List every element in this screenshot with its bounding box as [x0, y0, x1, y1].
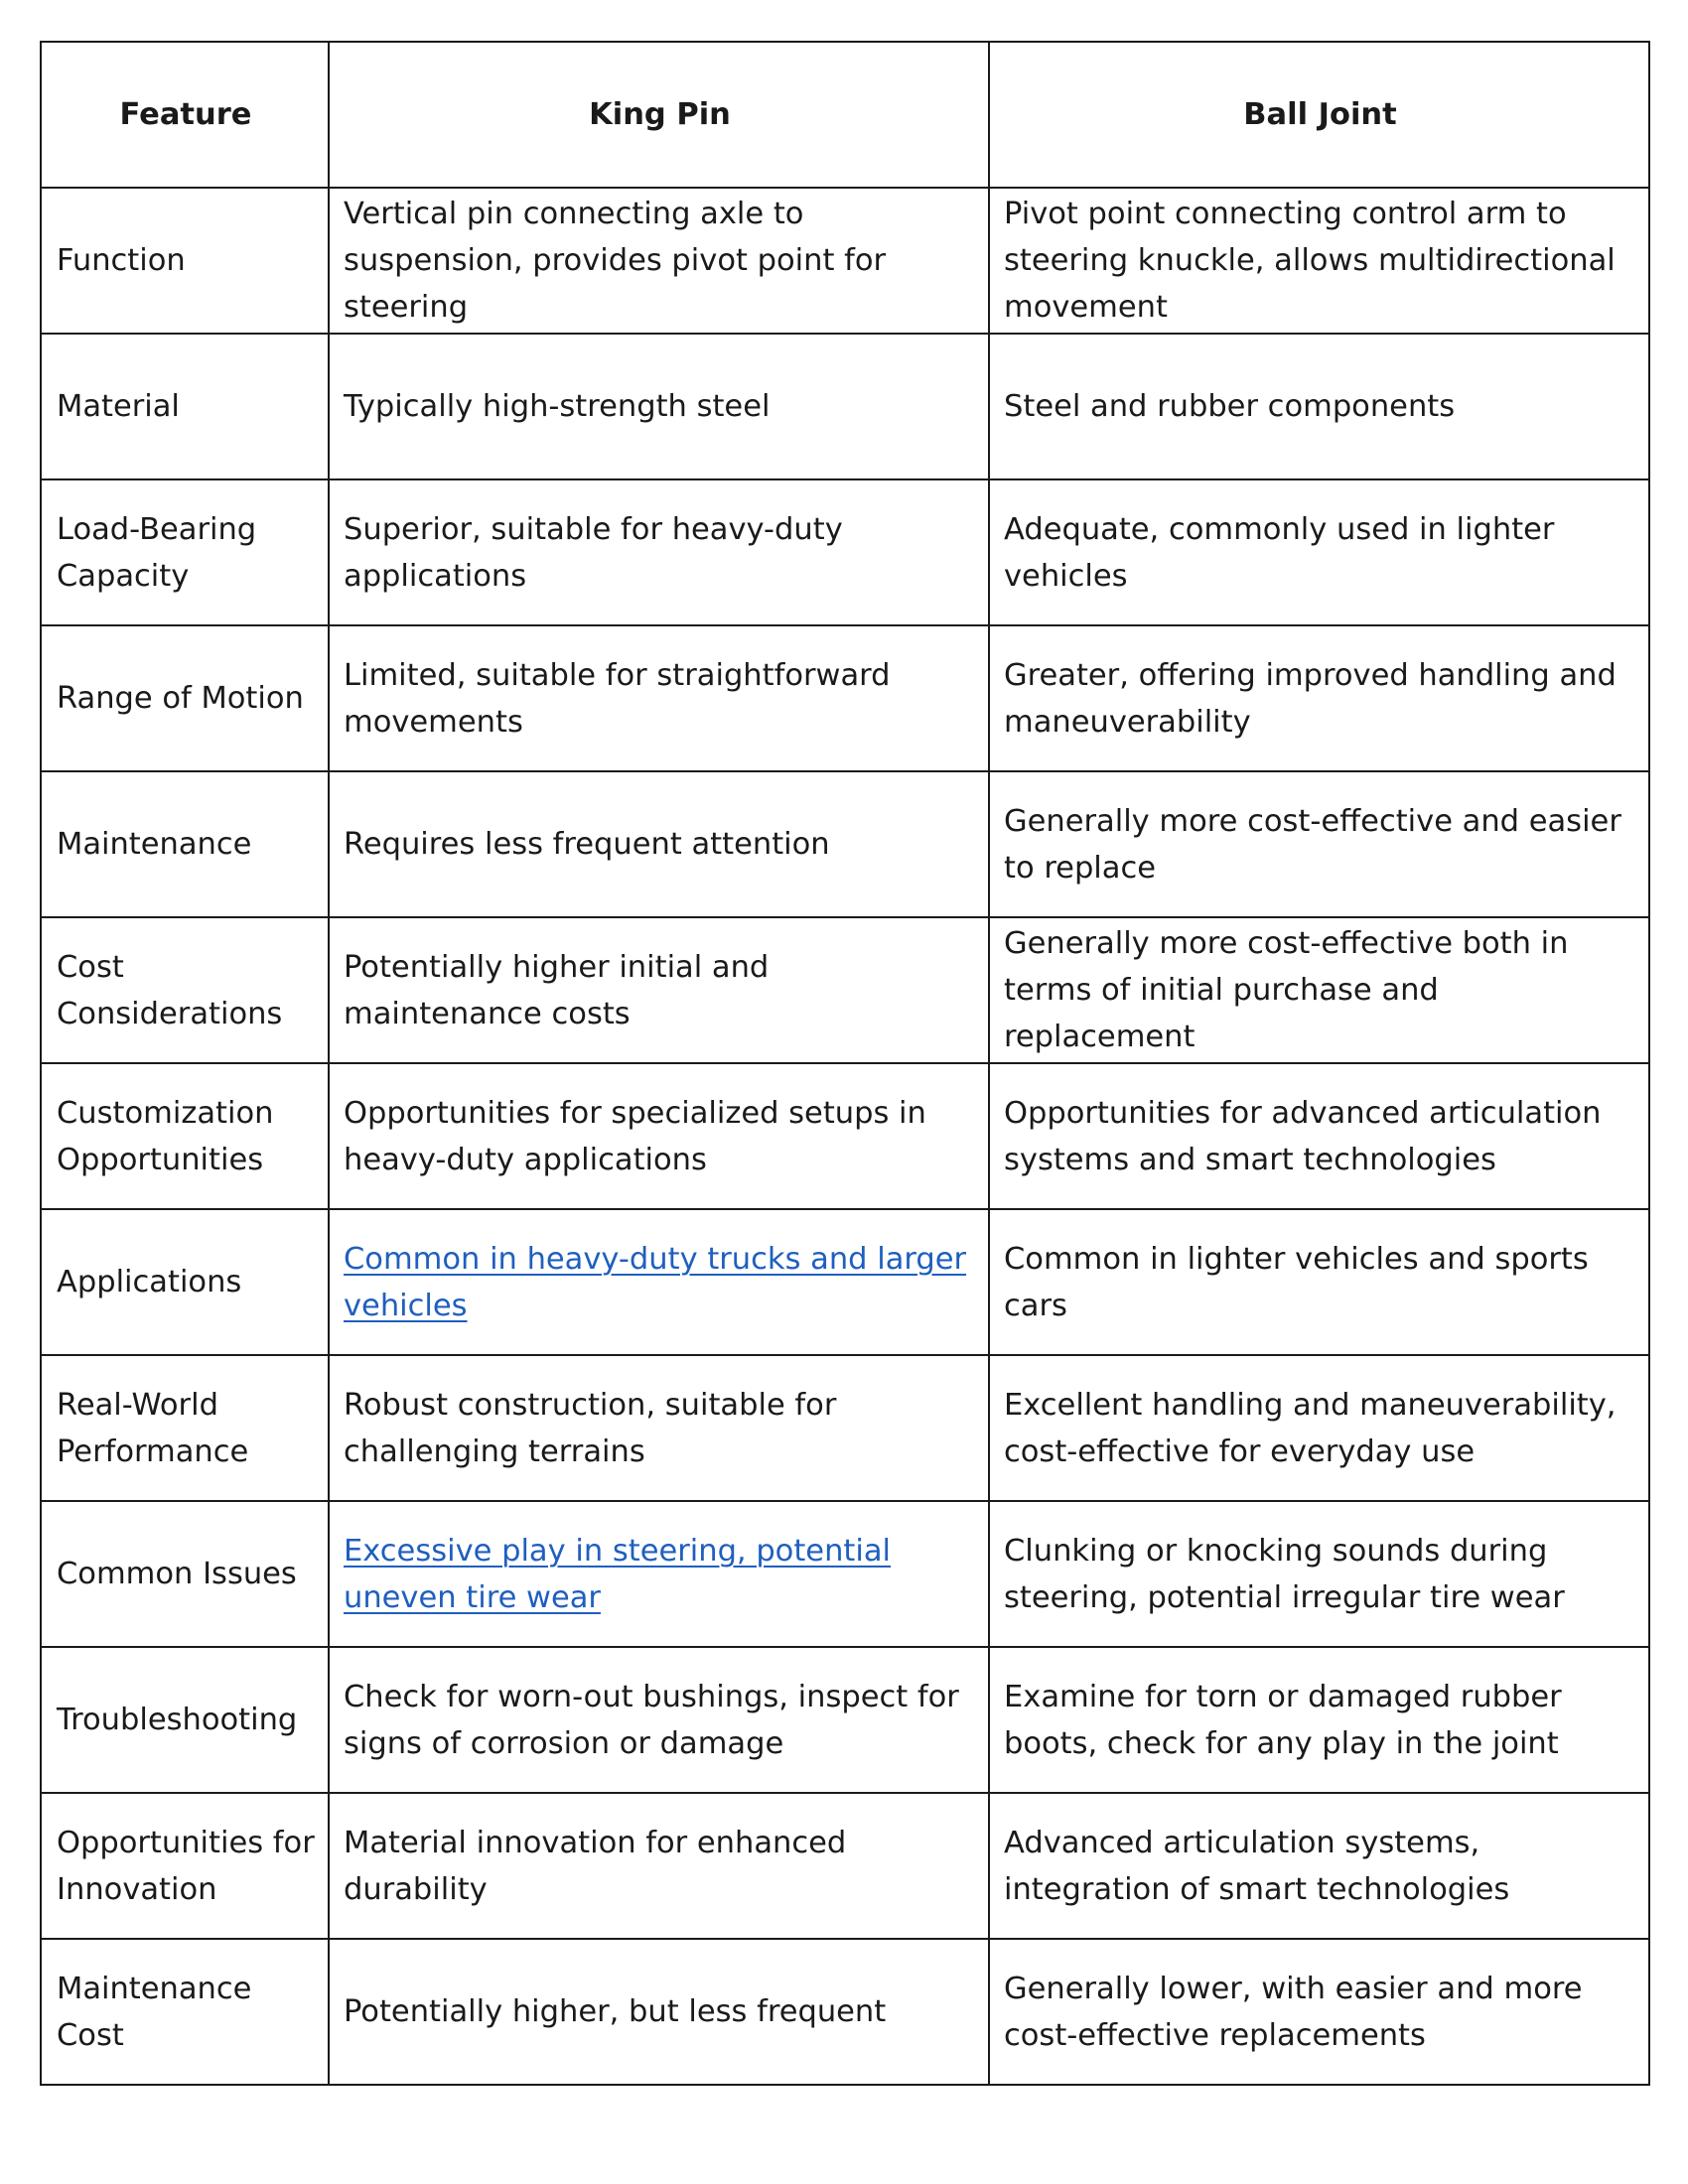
- feature-cell: Load-Bearing Capacity: [41, 479, 329, 625]
- table-row: [41, 1793, 1649, 1939]
- header-king-pin: King Pin: [329, 42, 989, 188]
- ball-joint-cell: Generally more cost-effective both in terms of initial purchase and replacement: [989, 917, 1649, 1063]
- ball-joint-cell: Pivot point connecting control arm to steering knuckle, allows multidirectional movement: [989, 188, 1649, 334]
- table-row: [41, 334, 1649, 479]
- feature-cell: Customization Opportunities: [41, 1063, 329, 1209]
- king-pin-cell: Check for worn-out bushings, inspect for signs of corrosion or damage: [329, 1647, 989, 1793]
- ball-joint-cell: Common in lighter vehicles and sports cars: [989, 1209, 1649, 1355]
- table-row: [41, 771, 1649, 917]
- table-row: [41, 1355, 1649, 1501]
- ball-joint-cell: Generally more cost-effective and easier to replace: [989, 771, 1649, 917]
- ball-joint-cell: Adequate, commonly used in lighter vehicles: [989, 479, 1649, 625]
- feature-cell: Material: [41, 334, 329, 479]
- king-pin-cell: Typically high-strength steel: [329, 334, 989, 479]
- king-pin-cell: Potentially higher, but less frequent: [329, 1939, 989, 2085]
- feature-cell: Range of Motion: [41, 625, 329, 771]
- feature-cell: Applications: [41, 1209, 329, 1355]
- feature-cell: Real-World Performance: [41, 1355, 329, 1501]
- header-ball-joint: Ball Joint: [989, 42, 1649, 188]
- king-pin-cell: [329, 1209, 989, 1355]
- ball-joint-cell: Clunking or knocking sounds during steering, potential irregular tire wear: [989, 1501, 1649, 1647]
- feature-cell: Maintenance Cost: [41, 1939, 329, 2085]
- feature-cell: Maintenance: [41, 771, 329, 917]
- comparison-table: [40, 41, 1650, 2086]
- king-pin-cell: Opportunities for specialized setups in heavy-duty applications: [329, 1063, 989, 1209]
- ball-joint-cell: Greater, offering improved handling and maneuverability: [989, 625, 1649, 771]
- king-pin-cell: Requires less frequent attention: [329, 771, 989, 917]
- table-row: [41, 1939, 1649, 2085]
- king-pin-cell: Vertical pin connecting axle to suspension, provides pivot point for steering: [329, 188, 989, 334]
- table-row: [41, 1063, 1649, 1209]
- ball-joint-cell: Opportunities for advanced articulation systems and smart technologies: [989, 1063, 1649, 1209]
- table-row: [41, 1209, 1649, 1355]
- table-row: [41, 1647, 1649, 1793]
- king-pin-cell: [329, 1501, 989, 1647]
- feature-cell: Troubleshooting: [41, 1647, 329, 1793]
- ball-joint-cell: Steel and rubber components: [989, 334, 1649, 479]
- table-header-row: [41, 42, 1649, 188]
- feature-cell: Cost Considerations: [41, 917, 329, 1063]
- table-row: [41, 625, 1649, 771]
- ball-joint-cell: Excellent handling and maneuverability, cost-effective for everyday use: [989, 1355, 1649, 1501]
- feature-cell: Function: [41, 188, 329, 334]
- king-pin-cell: Potentially higher initial and maintenance costs: [329, 917, 989, 1063]
- table-row: [41, 188, 1649, 334]
- feature-cell: Opportunities for Innovation: [41, 1793, 329, 1939]
- feature-cell: Common Issues: [41, 1501, 329, 1647]
- king-pin-cell: Material innovation for enhanced durability: [329, 1793, 989, 1939]
- king-pin-common-issues-link[interactable]: Excessive play in steering, potential uneven tire wear: [344, 1533, 891, 1615]
- king-pin-applications-link[interactable]: Common in heavy-duty trucks and larger vehicles: [344, 1241, 967, 1323]
- table-row: [41, 1501, 1649, 1647]
- ball-joint-cell: Examine for torn or damaged rubber boots, check for any play in the joint: [989, 1647, 1649, 1793]
- ball-joint-cell: Advanced articulation systems, integration of smart technologies: [989, 1793, 1649, 1939]
- ball-joint-cell: Generally lower, with easier and more cost-effective replacements: [989, 1939, 1649, 2085]
- table-row: [41, 479, 1649, 625]
- king-pin-cell: Limited, suitable for straightforward movements: [329, 625, 989, 771]
- king-pin-cell: Superior, suitable for heavy-duty applications: [329, 479, 989, 625]
- king-pin-cell: Robust construction, suitable for challenging terrains: [329, 1355, 989, 1501]
- header-feature: Feature: [41, 42, 329, 188]
- table-row: [41, 917, 1649, 1063]
